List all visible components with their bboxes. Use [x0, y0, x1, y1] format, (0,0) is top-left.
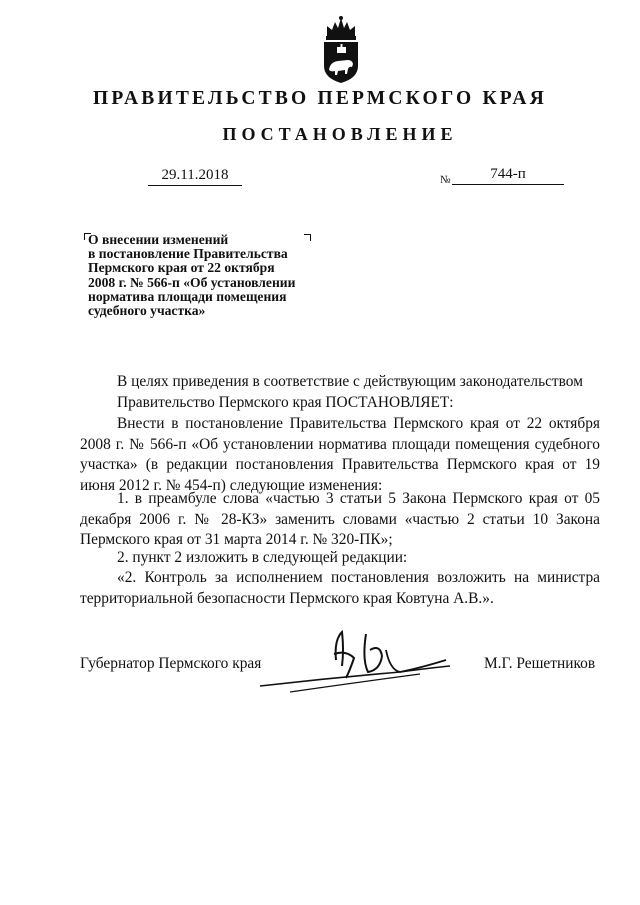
body-paragraph-1: В целях приведения в соответствие с действующим законодательством — [117, 373, 583, 390]
subject-line: судебного участка» — [88, 303, 206, 319]
subject-block — [88, 233, 328, 318]
handwritten-signature-icon — [250, 620, 460, 700]
subject-line: в постановление Правительства — [88, 246, 288, 262]
body-paragraph-6: «2. Контроль за исполнением постановления возложить на министра территориальной безопасности Пермского края Ковтуна А.В.». — [80, 569, 600, 607]
document-date: 29.11.2018 — [148, 167, 242, 186]
organization-title: ПРАВИТЕЛЬСТВО ПЕРМСКОГО КРАЯ — [93, 88, 547, 109]
signature-position: Губернатор Пермского края — [80, 655, 262, 672]
signature-name: М.Г. Решетников — [484, 655, 596, 672]
body-paragraph-2: Правительство Пермского края ПОСТАНОВЛЯЕТ: — [117, 394, 454, 411]
coat-of-arms-icon — [318, 14, 364, 84]
document-number: 744-п — [452, 166, 564, 185]
document-type: ПОСТАНОВЛЕНИЕ — [222, 124, 458, 144]
subject-line: норматива площади помещения — [88, 288, 287, 304]
body-paragraph-4: 1. в преамбуле слова «частью 3 статьи 5 Закона Пермского края от 05 декабря 2006 г. № 28-КЗ» заменить словами «частью 2 статьи 10 Закона Пермского края от 31 марта 2014 г. № 320-ПК»; — [80, 490, 600, 548]
subject-line: О внесении изменений — [88, 232, 229, 247]
body-paragraph-5: 2. пункт 2 изложить в следующей редакции: — [117, 549, 408, 566]
subject-line: 2008 г. № 566-п «Об установлении — [88, 274, 296, 290]
body-paragraph-3: Внести в постановление Правительства Пермского края от 22 октября 2008 г. № 566-п «Об установлении норматива площади помещения судебного участка» (в редакции постановления Правительства Пермского края от 19 июня 2012 г. № 454-п) следующие изменения: — [80, 415, 600, 494]
subject-line: Пермского края от 22 октября — [88, 260, 275, 276]
number-label: № — [440, 174, 451, 186]
